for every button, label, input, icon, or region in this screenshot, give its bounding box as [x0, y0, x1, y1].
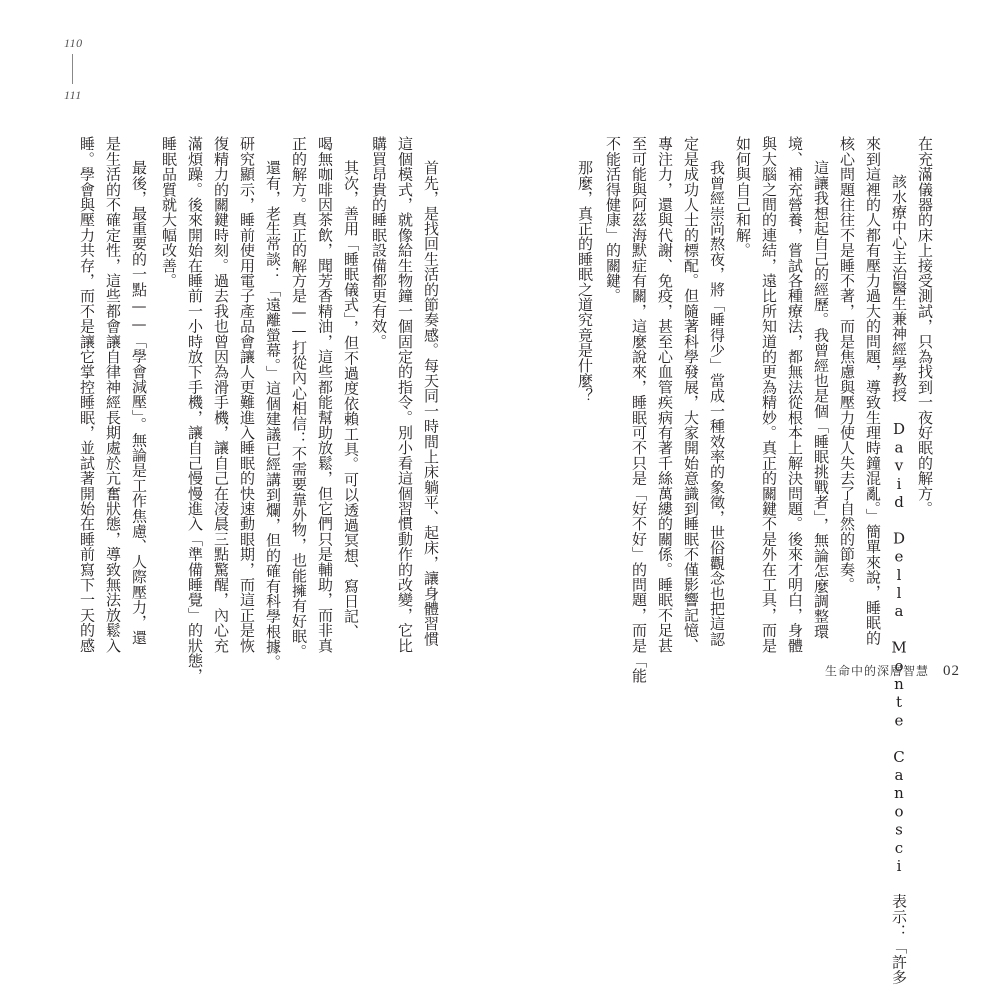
text-column: 該水療中心主治醫生兼神經學教授 David Della Monte Canosci 表示：「許多	[890, 174, 908, 985]
text-column: 睡。學會與壓力共存，而不是讓它掌控睡眠，並試著開始在睡前寫下一天的感	[78, 136, 96, 653]
text-column: 定是成功人士的標配。但隨著科學發展，大家開始意識到睡眠不僅影響記憶、	[682, 136, 700, 653]
text-column: 睡眠品質就大幅改善。	[160, 136, 178, 288]
text-column: 是生活的不確定性，這些都會讓自律神經長期處於亢奮狀態，導致無法放鬆入	[104, 136, 122, 653]
text-column: 首先，是找回生活的節奏感。每天同一時間上床躺平、起床，讓身體習慣	[422, 160, 440, 647]
text-column: 那麼，真正的睡眠之道究竟是什麼？	[576, 160, 594, 404]
page-number-right: 111	[64, 88, 82, 102]
text-column: 購買昂貴的睡眠設備都更有效。	[370, 136, 388, 349]
text-column: 至可能與阿茲海默症有關，這麼說來，睡眠可不只是「好不好」的問題，而是「能	[630, 136, 648, 684]
text-column: 我曾經崇尚熬夜，將「睡得少」當成一種效率的象徵，世俗觀念也把這認	[708, 160, 726, 647]
chapter-number: 02	[943, 663, 960, 679]
text-column: 境、補充營養，嘗試各種療法，都無法從根本上解決問題。後來才明白，身體	[786, 136, 804, 653]
text-column: 專注力，還與代謝、免疫，甚至心血管疾病有著千絲萬縷的關係。睡眠不足甚	[656, 136, 674, 653]
text-column: 最後，最重要的一點——「學會減壓」。無論是工作焦慮、人際壓力，還	[130, 160, 148, 645]
text-column: 還有，老生常談：「遠離螢幕。」這個建議已經講到爛，但的確有科學根據。	[264, 160, 282, 670]
text-column: 如何與自己和解。	[734, 136, 752, 258]
running-footer	[825, 662, 960, 680]
text-column: 研究顯示，睡前使用電子產品會讓人更難進入睡眠的快速動眼期，而這正是恢	[238, 136, 256, 653]
book-title: 生命中的深層智慧	[824, 664, 929, 678]
text-column: 正的解方。真正的解方是——打從內心相信：不需要靠外物，也能擁有好眠。	[290, 136, 308, 659]
text-column: 這讓我想起自己的經歷。我曾經也是個「睡眠挑戰者」，無論怎麼調整環	[812, 160, 830, 639]
text-column: 不能活得健康」的關鍵。	[604, 136, 622, 304]
page-number-left: 110	[64, 36, 83, 50]
text-column: 在充滿儀器的床上接受測試，只為找到一夜好眠的解方。	[916, 136, 934, 516]
text-column: 這個模式，就像給生物鐘一個固定的指令。別小看這個習慣動作的改變，它比	[396, 136, 414, 653]
text-column: 核心問題往往不是睡不著，而是焦慮與壓力使人失去了自然的節奏。	[838, 136, 856, 592]
text-column: 喝無咖啡因茶飲，聞芳香精油，這些都能幫助放鬆，但它們只是輔助，而非真	[316, 136, 334, 653]
text-column: 復精力的關鍵時刻。過去我也曾因為滑手機，讓自己在凌晨三點驚醒，內心充	[212, 136, 230, 653]
text-column: 滿煩躁。後來開始在睡前一小時放下手機，讓自己慢慢進入「準備睡覺」的狀態，	[186, 136, 204, 684]
text-column: 與大腦之間的連結，遠比所知道的更為精妙。真正的關鍵不是外在工具，而是	[760, 136, 778, 653]
text-column: 其次，善用「睡眠儀式」，但不過度依賴工具。可以透過冥想、寫日記、	[342, 160, 360, 639]
page-number-divider	[72, 54, 73, 84]
text-column: 來到這裡的人都有壓力過大的問題，導致生理時鐘混亂。」簡單來說，睡眠的	[864, 136, 882, 646]
